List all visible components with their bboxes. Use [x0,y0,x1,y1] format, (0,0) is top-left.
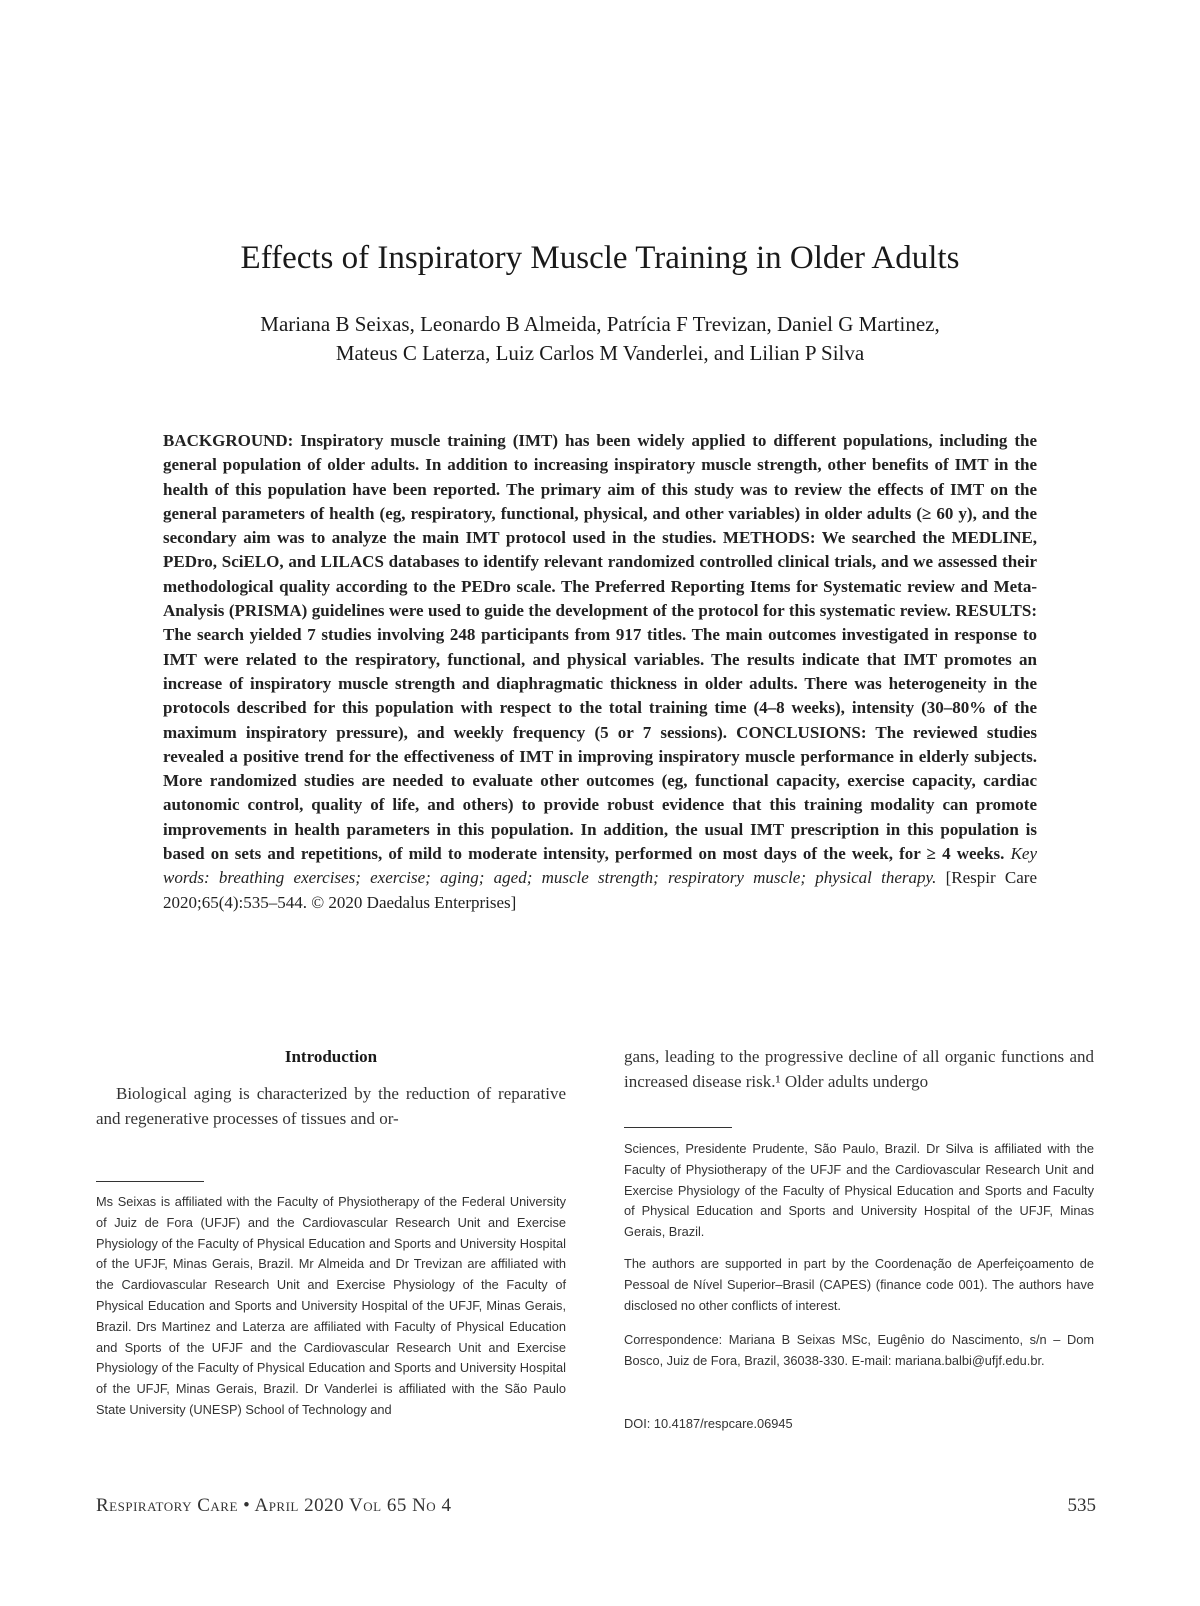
abstract [163,429,1037,915]
author-list [150,310,1050,368]
correspondence-footnote: Correspondence: Mariana B Seixas MSc, Eugênio do Nascimento, s/n – Dom Bosco, Juiz de Fora, Brazil, 36038-330. E-mail: mariana.balbi@ufjf.edu.br. [624,1332,1094,1368]
affiliation-footnote-left: Ms Seixas is affiliated with the Faculty of Physiotherapy of the Federal University of Juiz de Fora (UFJF) and the Cardiovascular Research Unit and Exercise Physiology of the Faculty of Physical Education and Sports and University Hospital of the UFJF, Minas Gerais, Brazil. Mr Almeida and Dr Trevizan are affiliated with the Cardiovascular Research Unit and Exercise Physiology of the Faculty of Physical Education and Sports and University Hospital of the UFJF, Minas Gerais, Brazil. Drs Martinez and Laterza are affiliated with Faculty of Physical Education and Sports of the UFJF and the Cardiovascular Research Unit and Exercise Physiology of the Faculty of Physical Education and Sports and University Hospital of the UFJF, Minas Gerais, Brazil. Dr Vanderlei is affiliated with the São Paulo State University (UNESP) School of Technology and [96,1194,566,1417]
abstract-citation: [Respir Care 2020;65(4):535–544. © 2020 Daedalus Enterprises] [163,868,1037,912]
section-heading-introduction: Introduction [284,1047,378,1066]
doi-footnote: DOI: 10.4187/respcare.06945 [624,1416,793,1431]
footnote-divider-left [96,1181,204,1182]
author-line-1: Mariana B Seixas, Leonardo B Almeida, Patrícia F Trevizan, Daniel G Martinez, [260,312,940,336]
footer-journal-info: Respiratory Care • April 2020 Vol 65 No 4 [96,1495,452,1516]
intro-paragraph-left: Biological aging is characterized by the reduction of reparative and regenerative processes of tissues and or- [96,1084,566,1128]
article-title: Effects of Inspiratory Muscle Training in Older Adults [240,240,960,276]
affiliation-footnote-right: Sciences, Presidente Prudente, São Paulo, Brazil. Dr Silva is affiliated with the Faculty of Physiotherapy of the UFJF and the Cardiovascular Research Unit and Exercise Physiology of the Faculty of Physical Education and Sports and Faculty of Physical Education and Sports and University Hospital of the UFJF, Minas Gerais, Brazil. [624,1141,1094,1240]
author-line-2: Mateus C Laterza, Luiz Carlos M Vanderlei, and Lilian P Silva [335,341,865,365]
funding-footnote: The authors are supported in part by the Coordenação de Aperfeiçoamento de Pessoal de Nível Superior–Brasil (CAPES) (finance code 001). The authors have disclosed no other conflicts of interest. [624,1256,1094,1313]
footnote-divider-right [624,1127,732,1128]
footer-page-number: 535 [1067,1495,1096,1516]
intro-paragraph-right: gans, leading to the progressive decline of all organic functions and increased disease risk.¹ Older adults undergo [624,1047,1094,1091]
abstract-keywords: Key words: breathing exercises; exercise; aging; aged; muscle strength; respiratory muscle; physical therapy. [163,844,1038,888]
abstract-body: BACKGROUND: Inspiratory muscle training (IMT) has been widely applied to different populations, including the general population of older adults. In addition to increasing inspiratory muscle strength, other benefits of IMT in the health of this population have been reported. The primary aim of this study was to review the effects of IMT on the general parameters of health (eg, respiratory, functional, physical, and other variables) in older adults (≥ 60 y), and the secondary aim was to analyze the main IMT protocol used in the studies. METHODS: We searched the MEDLINE, PEDro, SciELO, and LILACS databases to identify relevant randomized controlled clinical trials, and we assessed their methodological quality according to the PEDro scale. The Preferred Reporting Items for Systematic review and Meta-Analysis (PRISMA) guidelines were used to guide the development of the protocol for this systematic review. RESULTS: The search yielded 7 studies involving 248 participants from 917 titles. The main outcomes investigated in response to IMT were related to the respiratory, functional, and physical variables. The results indicate that IMT promotes an increase of inspiratory muscle strength and diaphragmatic thickness in older adults. There was heterogeneity in the protocols described for this population with respect to the total training time (4–8 weeks), intensity (30–80% of the maximum inspiratory pressure), and weekly frequency (5 or 7 sessions). CONCLUSIONS: The reviewed studies revealed a positive trend for the effectiveness of IMT in improving inspiratory muscle performance in elderly subjects. More randomized studies are needed to evaluate other outcomes (eg, functional capacity, exercise capacity, cardiac autonomic control, quality of life, and others) to provide robust evidence that this training modality can promote improvements in health parameters in this population. In addition, the usual IMT prescription in this population is based on sets and repetitions, of mild to moderate intensity, performed on most days of the week, for ≥ 4 weeks. [163,431,1037,864]
